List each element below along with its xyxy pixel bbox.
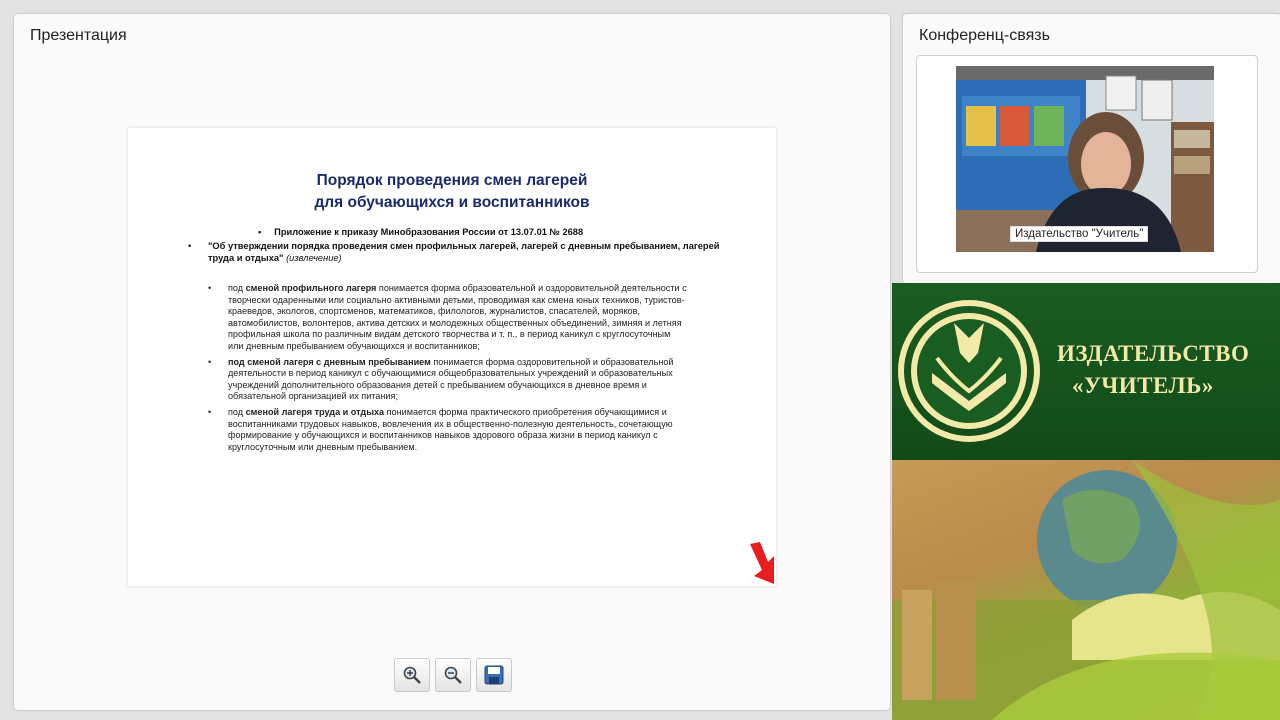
- video-frame: [916, 55, 1258, 273]
- zoom-out-button[interactable]: [435, 658, 471, 692]
- slide-title-line-1: Порядок проведения смен лагерей: [316, 172, 588, 189]
- slide-bullet-list: [208, 283, 688, 457]
- bullet-dot: •: [208, 406, 212, 417]
- slide-bullet-item: [208, 407, 688, 453]
- next-slide-arrow-icon[interactable]: [746, 540, 776, 586]
- conference-panel-title: Конференц-связь: [919, 27, 1050, 44]
- slide-subtitle-2-italic: (извлечение): [286, 253, 342, 263]
- slide-subtitle-2: [188, 240, 728, 264]
- slide-subtitle-2-bold: "Об утверждении порядка проведения смен профильных лагерей, лагерей с дневным пребыванием, лагерей труда и отдыха": [208, 241, 720, 263]
- publisher-name-line-2: «УЧИТЕЛЬ»: [1072, 373, 1214, 398]
- bullet-text: понимается форма практического приобретения обучающимися и воспитанниками трудовых навыков, вовлечения их в общественно-полезную деятельность, сочетающую формирование у обучающихся и воспитанников навыков здорового образа жизни в период каникул с круглосуточным или дневным пребыванием.: [228, 406, 673, 452]
- bullet-dot: •: [208, 283, 212, 293]
- bullet-bold: сменой лагеря труда и отдыха: [245, 406, 385, 417]
- conference-panel: [903, 14, 1280, 284]
- publisher-banner: [892, 283, 1280, 720]
- floppy-disk-icon: [483, 664, 505, 686]
- participant-name-label: Издательство "Учитель": [1010, 226, 1148, 242]
- video-feed-image: [956, 66, 1214, 252]
- publisher-name-line-1: ИЗДАТЕЛЬСТВО: [1057, 341, 1250, 366]
- slide-title: [128, 170, 776, 214]
- bullet-text: понимается форма оздоровительной и образовательной деятельности в период каникул с обучающимися общеобразовательных учреждений и образовательных учреждений дополнительного образования детей с пребыванием обучающихся в дневное время и обязательной организацией их питания;: [228, 356, 674, 402]
- slide-subtitle-1: [258, 226, 583, 238]
- participant-video[interactable]: [956, 66, 1214, 252]
- bullet-dot: •: [208, 356, 212, 367]
- publisher-logo-icon: [892, 283, 1052, 460]
- presentation-panel: [14, 14, 890, 710]
- presentation-slide: [128, 128, 776, 586]
- slide-bullet-item: [208, 357, 688, 403]
- bullet-bold: под сменой лагеря с дневным пребыванием: [228, 356, 431, 367]
- bullet-dot: •: [258, 227, 275, 237]
- slide-title-line-2: для обучающихся и воспитанников: [314, 194, 590, 211]
- banner-header: [892, 283, 1280, 460]
- zoom-in-icon: [402, 665, 422, 685]
- bullet-bold: сменой профильного лагеря: [245, 283, 377, 293]
- bullet-text: понимается форма образовательной и оздоровительной деятельности с творчески одаренными или социально активными детьми, проводимая как смена юных техников, туристов-краеведов, экологов, спортсменов, математиков, филологов, журналистов, спасателей, моряков, автомобилистов, волонтеров, актива детских и молодежных общественных объединений, зимняя и летняя профильная школа по различным видам детского творчества и т. п., в период каникул с круглосуточным или дневным пребыванием обучающихся и воспитанников;: [228, 283, 687, 351]
- slide-bullet-item: [208, 283, 688, 353]
- globe-and-books-image: [892, 460, 1280, 720]
- bullet-prefix: под: [228, 406, 246, 417]
- slide-subtitle-1-text: Приложение к приказу Минобразования России от 13.07.01 № 2688: [274, 227, 584, 237]
- zoom-in-button[interactable]: [394, 658, 430, 692]
- bullet-prefix: под: [228, 283, 246, 293]
- banner-image: [892, 460, 1280, 720]
- bullet-dot: •: [188, 241, 192, 251]
- zoom-out-icon: [443, 665, 463, 685]
- save-button[interactable]: [476, 658, 512, 692]
- presentation-panel-title: Презентация: [30, 27, 127, 44]
